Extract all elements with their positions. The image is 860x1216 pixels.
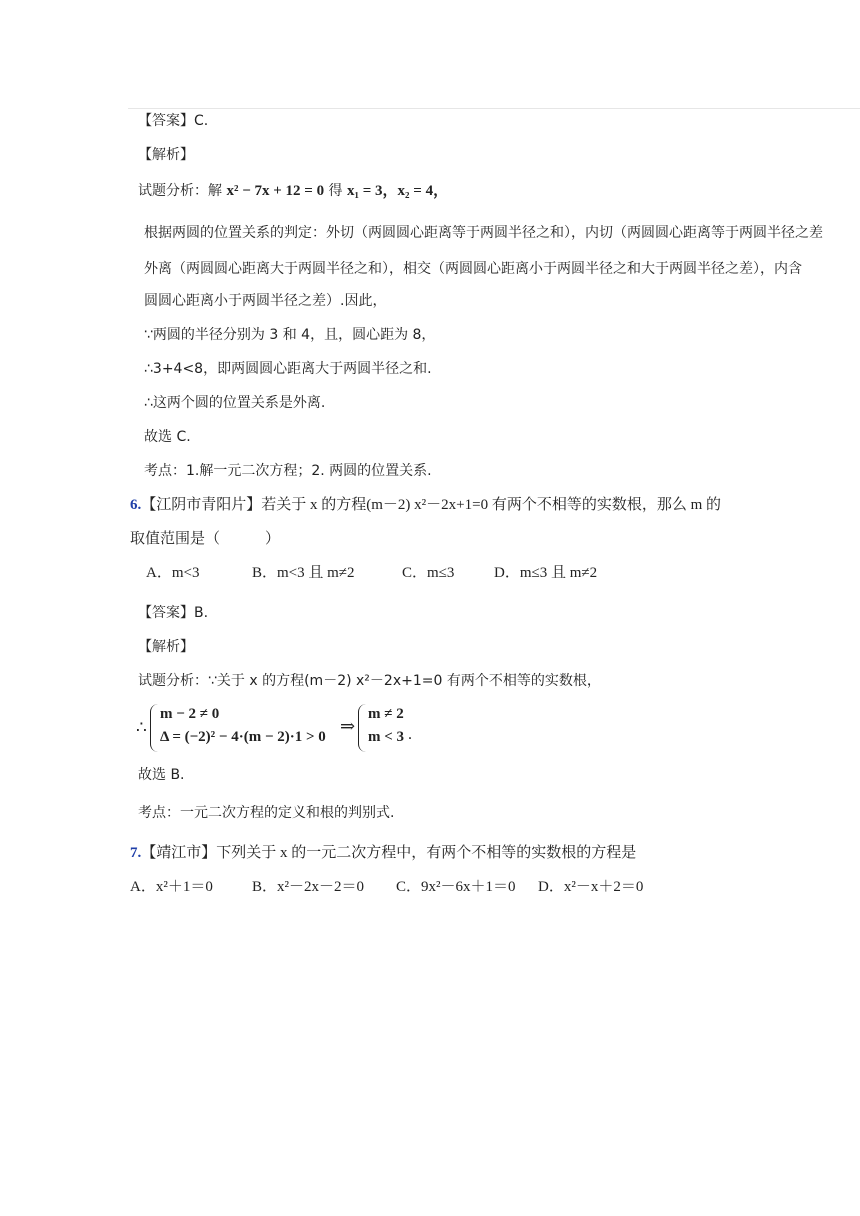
- left-brace: [150, 704, 159, 752]
- q7-option-d: D．x²－x＋2＝0: [538, 879, 644, 895]
- q5-paragraph-3: 圆圆心距离小于两圆半径之差）.因此，: [144, 293, 387, 309]
- result-2: m < 3: [368, 729, 405, 745]
- q7-option-a: A．x²＋1＝0: [130, 879, 213, 895]
- therefore-symbol: ∴: [136, 718, 147, 737]
- q6-analysis-line: 试题分析：∵关于 x 的方程(m－2) x²－2x+1=0 有两个不相等的实数根，: [138, 673, 601, 689]
- q6-stem-line-2: 取值范围是（ ）: [130, 531, 281, 547]
- q7-stem-line: [130, 842, 636, 864]
- q5-analysis-heading: 【解析】: [138, 147, 194, 163]
- q5-paragraph-2: 外离（两圆圆心距离大于两圆半径之和），相交（两圆圆心距离小于两圆半径之和大于两圆半径之差），内含: [144, 261, 802, 277]
- q6-equation-system: [136, 704, 436, 754]
- q5-paragraph-1: 根据两圆的位置关系的判定：外切（两圆圆心距离等于两圆半径之和），内切（两圆圆心距离等于两圆半径之差: [144, 225, 823, 241]
- period: .: [408, 726, 412, 743]
- q5-paragraph-4: ∵两圆的半径分别为 3 和 4，且，圆心距为 8，: [144, 327, 436, 343]
- q5-paragraph-5: ∴3+4<8，即两圆圆心距离大于两圆半径之和.: [144, 361, 432, 377]
- q7-option-c: C．9x²－6x＋1＝0: [396, 879, 516, 895]
- q6-option-d: D．m≤3 且 m≠2: [494, 565, 598, 581]
- q6-source: 【江阴市青阳片】: [141, 497, 262, 513]
- q7-stem: 下列关于 x 的一元二次方程中，有两个不相等的实数根的方程是: [216, 845, 637, 861]
- q6-choice: 故选 B.: [138, 767, 185, 783]
- q7-source: 【靖江市】: [141, 845, 217, 861]
- q6-number: 6.: [130, 497, 142, 513]
- q6-option-b: B．m<3 且 m≠2: [252, 565, 355, 581]
- q7-number: 7.: [130, 845, 142, 861]
- q5-solve-line: 试题分析：解 x² − 7x + 12 = 0 得 x₁ = 3，x₂ = 4，: [138, 183, 449, 199]
- q6-option-c: C．m≤3: [402, 565, 455, 581]
- q5-answer: 【答案】C.: [138, 113, 209, 129]
- q5-paragraph-6: ∴这两个圆的位置关系是外离.: [144, 395, 326, 411]
- system-equation-1: m − 2 ≠ 0: [160, 706, 220, 722]
- q7-option-b: B．x²－2x－2＝0: [252, 879, 365, 895]
- q6-points: 考点：一元二次方程的定义和根的判别式.: [138, 805, 395, 821]
- right-brace: [358, 704, 367, 752]
- q5-points: 考点：1.解一元二次方程；2. 两圆的位置关系.: [144, 463, 432, 479]
- implies-arrow: ⇒: [340, 716, 356, 736]
- q6-option-a: A．m<3: [146, 565, 200, 581]
- q6-stem: 若关于 x 的方程(m－2) x²－2x+1=0 有两个不相等的实数根，那么 m 的: [261, 497, 722, 513]
- q5-choice: 故选 C.: [144, 429, 191, 445]
- q6-answer: 【答案】B.: [138, 605, 209, 621]
- system-equation-2: Δ = (−2)² − 4·(m − 2)·1 > 0: [160, 729, 326, 745]
- q6-stem-line-1: [130, 494, 721, 516]
- result-1: m ≠ 2: [368, 706, 404, 722]
- q6-analysis-heading: 【解析】: [138, 639, 194, 655]
- header-rule: [128, 108, 860, 109]
